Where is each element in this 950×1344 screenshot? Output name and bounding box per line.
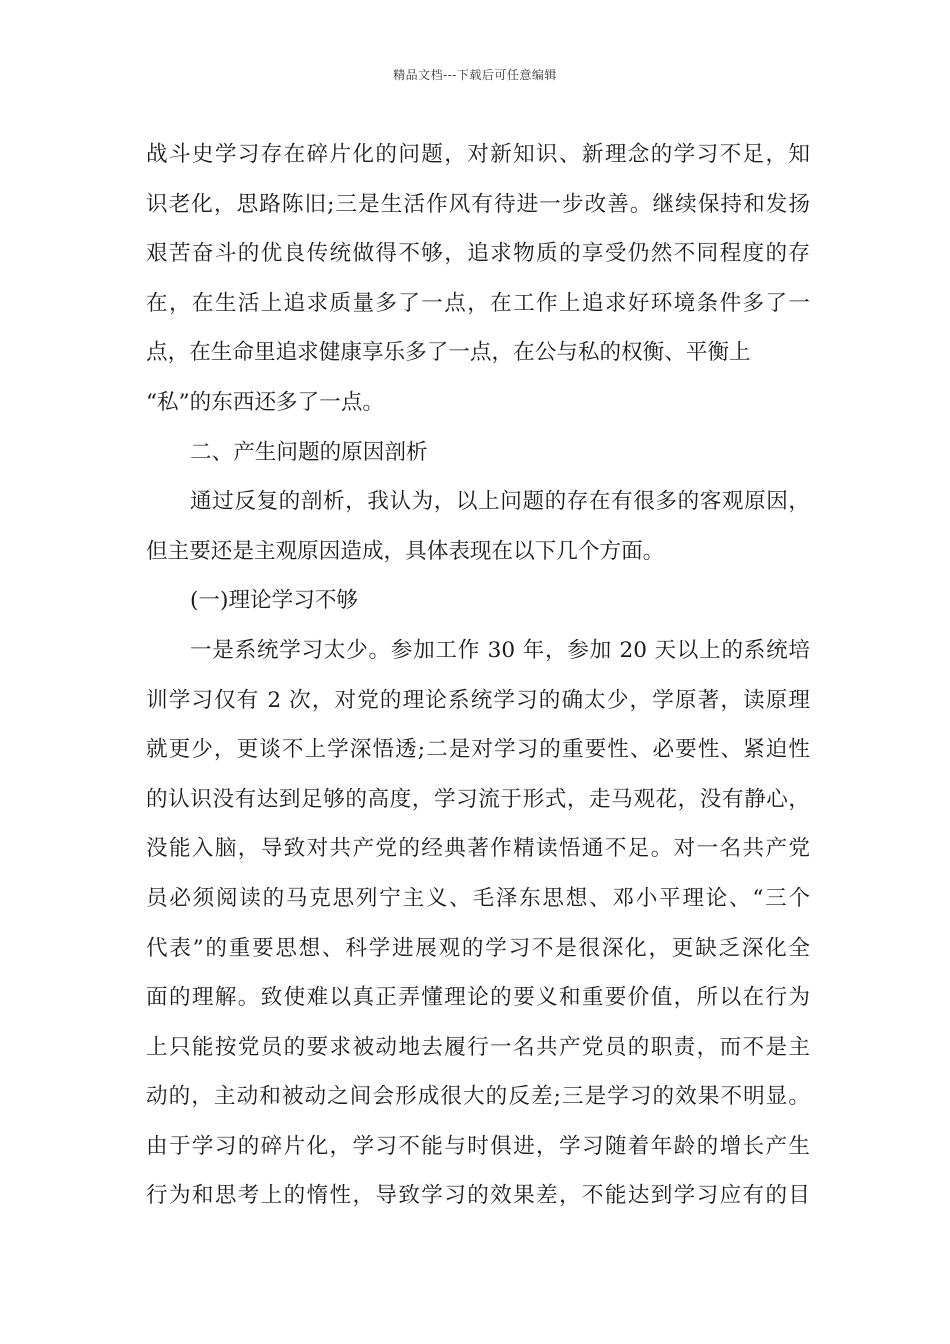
page-header: 精品文档---下载后可任意编辑 [393, 68, 557, 82]
document-body [146, 130, 810, 1221]
subsection-heading: (一)理论学习不够 [190, 588, 359, 614]
text-line: 上只能按党员的要求被动地去履行一名共产党员的职责，而不是主 [146, 1034, 810, 1060]
text-line: 识老化，思路陈旧;三是生活作风有待进一步改善。继续保持和发扬 [146, 191, 810, 217]
text-line: 面的理解。致使难以真正弄懂理论的要义和重要价值，所以在行为 [146, 985, 810, 1011]
section-heading: 二、产生问题的原因剖析 [190, 439, 428, 465]
text-line: 艰苦奋斗的优良传统做得不够，追求物质的享受仍然不同程度的存 [146, 241, 810, 267]
text-line: 点，在生命里追求健康享乐多了一点，在公与私的权衡、平衡上 [146, 340, 751, 366]
text-line: 的认识没有达到足够的高度，学习流于形式，走马观花，没有静心， [146, 786, 810, 812]
text-line: 行为和思考上的惰性，导致学习的效果差，不能达到学习应有的目 [146, 1183, 810, 1209]
text-line: 训学习仅有 2 次，对党的理论系统学习的确太少，学原著，读原理 [146, 687, 810, 713]
text-line: 但主要还是主观原因造成，具体表现在以下几个方面。 [146, 538, 665, 564]
text-line: 通过反复的剖析，我认为，以上问题的存在有很多的客观原因， [190, 489, 810, 515]
text-line: 就更少，更谈不上学深悟透;二是对学习的重要性、必要性、紧迫性 [146, 737, 810, 763]
text-line: 动的，主动和被动之间会形成很大的反差;三是学习的效果不明显。 [146, 1084, 810, 1110]
text-line: 战斗史学习存在碎片化的问题，对新知识、新理念的学习不足，知 [146, 142, 810, 167]
text-line: 在，在生活上追求质量多了一点，在工作上追求好环境条件多了一 [146, 290, 810, 316]
text-line: “私”的东西还多了一点。 [146, 389, 385, 415]
text-line: 没能入脑，导致对共产党的经典著作精读悟通不足。对一名共产党 [146, 836, 810, 862]
text-line: 一是系统学习太少。参加工作 30 年，参加 20 天以上的系统培 [190, 637, 810, 663]
text-line: 代表”的重要思想、科学进展观的学习不是很深化，更缺乏深化全 [146, 935, 810, 961]
text-line: 员必须阅读的马克思列宁主义、毛泽东思想、邓小平理论、“三个 [146, 885, 810, 911]
text-line: 由于学习的碎片化，学习不能与时俱进，学习随着年龄的增长产生 [146, 1133, 810, 1159]
